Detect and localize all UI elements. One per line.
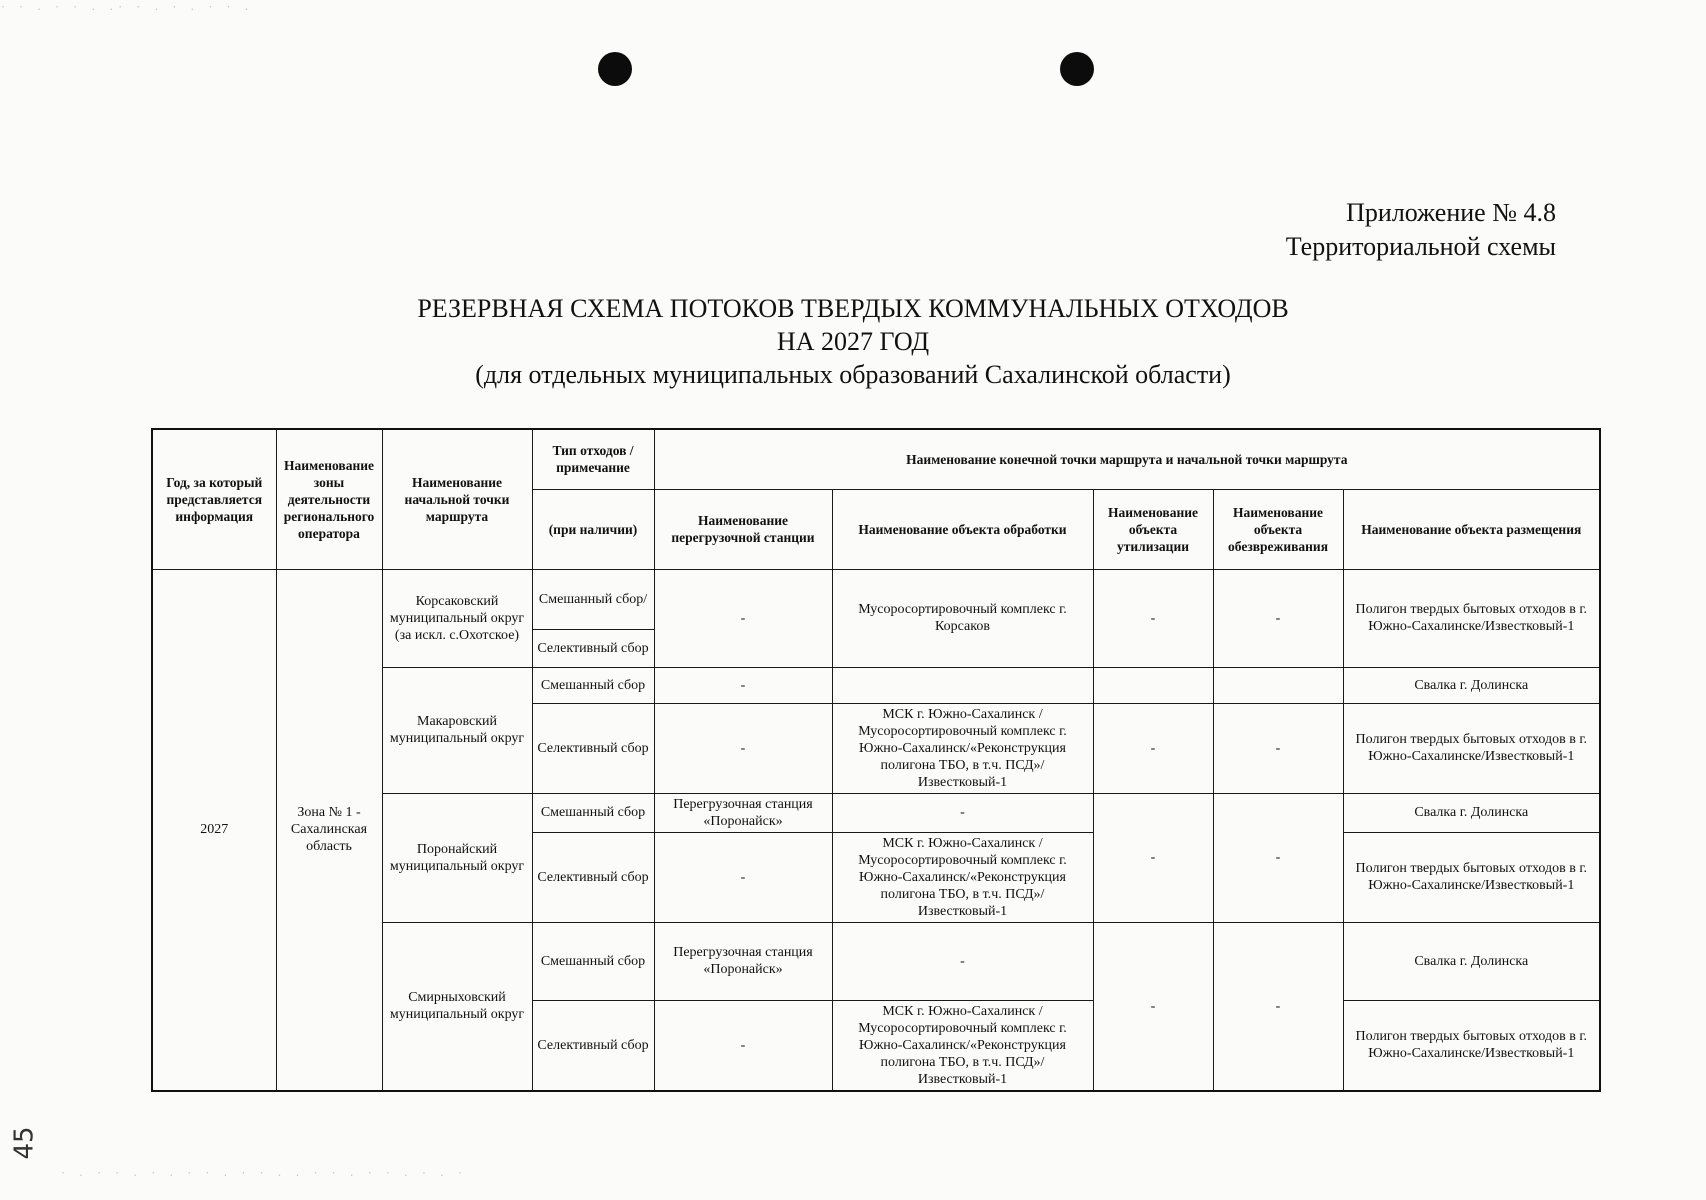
cell-placement: Полигон твердых бытовых отходов в г. Южно-Сахалинске/Известковый-1 <box>1343 703 1600 793</box>
cell-transfer-station: - <box>654 832 832 922</box>
cell-transfer-station: - <box>654 1000 832 1091</box>
cell-neutralization: - <box>1213 793 1343 922</box>
cell-processing: - <box>832 793 1093 832</box>
cell-processing: Мусоросортировочный комплекс г. Корсаков <box>832 569 1093 667</box>
cell-placement: Полигон твердых бытовых отходов в г. Южно-Сахалинске/Известковый-1 <box>1343 1000 1600 1091</box>
header-transfer-station: Наименование перегрузочной станции <box>654 489 832 569</box>
cell-placement: Полигон твердых бытовых отходов в г. Южно-Сахалинске/Известковый-1 <box>1343 569 1600 667</box>
cell-placement: Свалка г. Долинска <box>1343 793 1600 832</box>
punch-hole-right <box>1060 52 1094 86</box>
cell-start-point: Корсаковский муниципальный округ (за искл. с.Охотское) <box>382 569 532 667</box>
cell-start-point: Макаровский муниципальный округ <box>382 667 532 793</box>
appendix-line-2: Территориальной схемы <box>1285 232 1556 261</box>
appendix-line-1: Приложение № 4.8 <box>1346 198 1556 227</box>
header-end-point-group: Наименование конечной точки маршрута и начальной точки маршрута <box>654 429 1600 489</box>
cell-placement: Свалка г. Долинска <box>1343 667 1600 703</box>
cell-transfer-station: - <box>654 667 832 703</box>
cell-transfer-station: Перегрузочная станция «Поронайск» <box>654 922 832 1000</box>
cell-processing: - <box>832 922 1093 1000</box>
appendix-reference <box>1286 196 1556 264</box>
cell-utilization: - <box>1093 703 1213 793</box>
cell-placement: Свалка г. Долинска <box>1343 922 1600 1000</box>
document-title <box>0 292 1706 391</box>
cell-waste-type: Селективный сбор <box>532 1000 654 1091</box>
cell-processing: МСК г. Южно-Сахалинск / Мусоросортировочный комплекс г. Южно-Сахалинск/«Реконструкция полигона ТБО, в т.ч. ПСД»/Известковый-1 <box>832 703 1093 793</box>
cell-transfer-station: - <box>654 703 832 793</box>
header-neutralization: Наименование объекта обезвреживания <box>1213 489 1343 569</box>
title-line-2: НА 2027 ГОД <box>776 327 930 356</box>
cell-year: 2027 <box>152 569 276 1091</box>
cell-transfer-station: - <box>654 569 832 667</box>
cell-utilization: - <box>1093 569 1213 667</box>
cell-start-point: Поронайский муниципальный округ <box>382 793 532 922</box>
cell-start-point: Смирныховский муниципальный округ <box>382 922 532 1091</box>
table-row <box>152 569 1600 629</box>
title-line-1: РЕЗЕРВНАЯ СХЕМА ПОТОКОВ ТВЕРДЫХ КОММУНАЛЬНЫХ ОТХОДОВ <box>417 294 1289 323</box>
cell-neutralization: - <box>1213 703 1343 793</box>
header-utilization: Наименование объекта утилизации <box>1093 489 1213 569</box>
cell-utilization: - <box>1093 922 1213 1091</box>
cell-processing: МСК г. Южно-Сахалинск / Мусоросортировочный комплекс г. Южно-Сахалинск/«Реконструкция полигона ТБО, в т.ч. ПСД»/Известковый-1 <box>832 832 1093 922</box>
header-year: Год, за который представляется информация <box>152 429 276 569</box>
cell-waste-type: Смешанный сбор/ <box>532 569 654 629</box>
punch-hole-left <box>598 52 632 86</box>
cell-neutralization: - <box>1213 569 1343 667</box>
cell-neutralization: - <box>1213 922 1343 1091</box>
handwritten-page-note: 45 <box>9 1126 40 1160</box>
header-waste-type: Тип отходов / примечание <box>532 429 654 489</box>
cell-waste-type: Селективный сбор <box>532 832 654 922</box>
header-placement: Наименование объекта размещения <box>1343 489 1600 569</box>
title-line-3: (для отдельных муниципальных образований Сахалинской области) <box>475 360 1231 389</box>
cell-placement: Полигон твердых бытовых отходов в г. Южно-Сахалинске/Известковый-1 <box>1343 832 1600 922</box>
cell-waste-type: Смешанный сбор <box>532 667 654 703</box>
header-zone: Наименование зоны деятельности регионального оператора <box>276 429 382 569</box>
cell-waste-type: Смешанный сбор <box>532 793 654 832</box>
cell-zone: Зона № 1 - Сахалинская область <box>276 569 382 1091</box>
cell-processing <box>832 667 1093 703</box>
cell-waste-type: Смешанный сбор <box>532 922 654 1000</box>
cell-waste-type: Селективный сбор <box>532 629 654 667</box>
header-waste-type-sub: (при наличии) <box>532 489 654 569</box>
waste-flow-table <box>151 428 1601 1092</box>
header-processing: Наименование объекта обработки <box>832 489 1093 569</box>
cell-transfer-station: Перегрузочная станция «Поронайск» <box>654 793 832 832</box>
scan-noise-top: · · . · · . .· · . · . · · . <box>0 2 253 13</box>
cell-utilization <box>1093 667 1213 703</box>
scan-noise-bottom: · . · · . · . · · . · · . . · · . · · . · . · <box>60 1168 466 1179</box>
header-start-point: Наименование начальной точки маршрута <box>382 429 532 569</box>
cell-waste-type: Селективный сбор <box>532 703 654 793</box>
cell-neutralization <box>1213 667 1343 703</box>
cell-utilization: - <box>1093 793 1213 922</box>
cell-processing: МСК г. Южно-Сахалинск / Мусоросортировочный комплекс г. Южно-Сахалинск/«Реконструкция полигона ТБО, в т.ч. ПСД»/Известковый-1 <box>832 1000 1093 1091</box>
